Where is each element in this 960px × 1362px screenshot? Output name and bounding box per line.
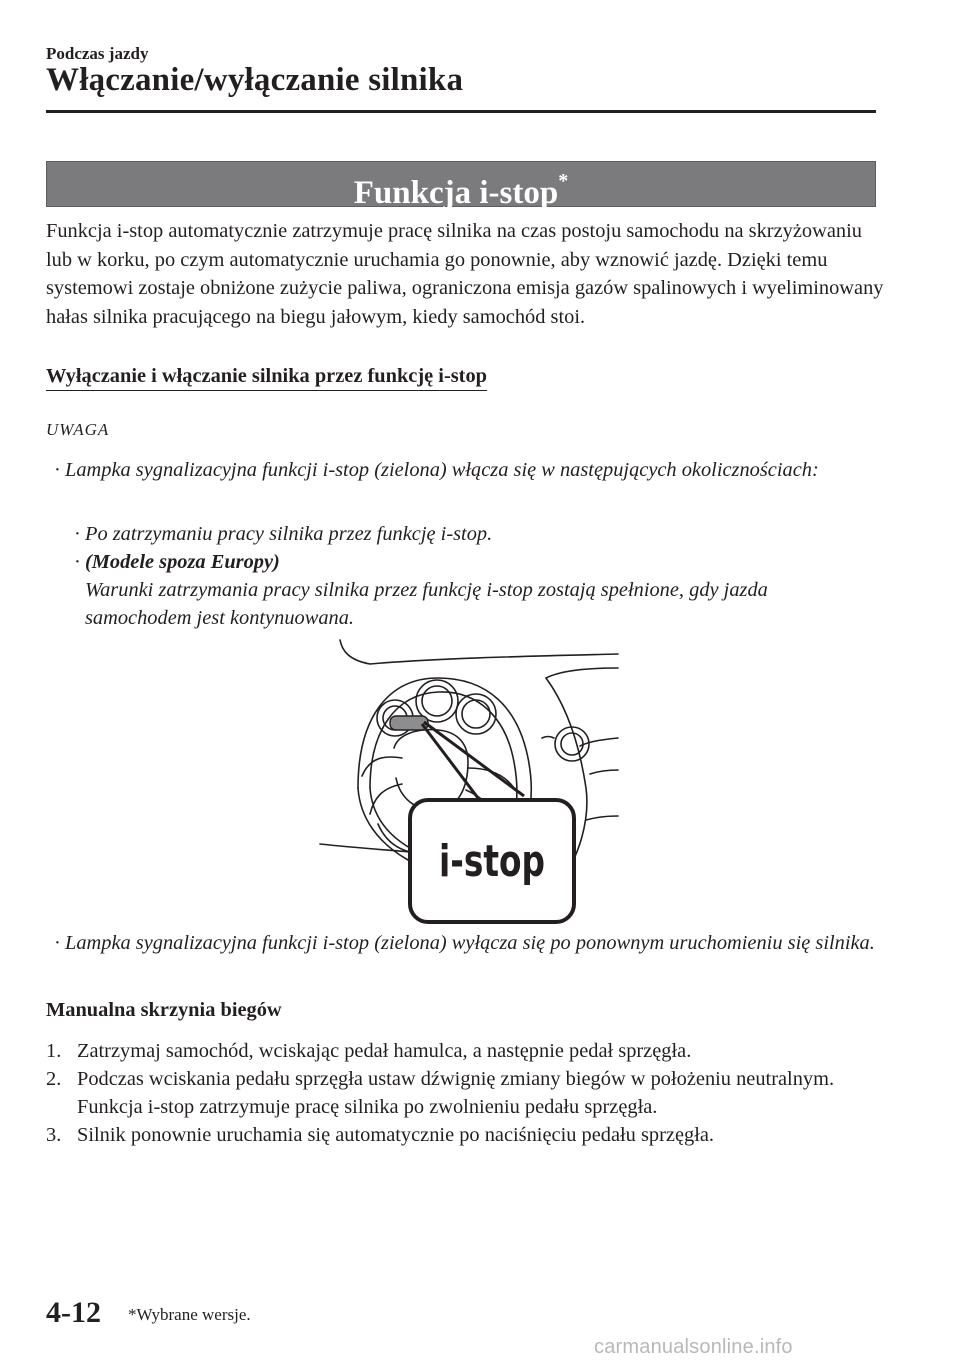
optional-asterisk: *	[558, 170, 569, 192]
note-bullet-text: Lampka sygnalizacyjna funkcji i-stop (zielona) wyłącza się po ponownym uruchomieniu się silnika.	[65, 932, 875, 954]
step-number: 3.	[46, 1124, 62, 1146]
step-text: Podczas wciskania pedału sprzęgła ustaw dźwignię zmiany biegów w położeniu neutralnym. Funkcja i-stop zatrzymuje pracę silnika po zwolnieniu pedału sprzęgła.	[77, 1068, 835, 1118]
bullet-dot: ·	[74, 551, 81, 573]
step-text: Zatrzymaj samochód, wciskając pedał hamulca, a następnie pedał sprzęgła.	[77, 1040, 692, 1062]
bullet-dot: ·	[54, 932, 61, 954]
step-number: 1.	[46, 1040, 62, 1062]
header-rule	[46, 110, 876, 113]
manual-transmission-heading: Manualna skrzynia biegów	[46, 999, 282, 1021]
banner-title: Funkcja i-stop	[353, 175, 559, 211]
step-item	[46, 1037, 886, 1065]
subheading: Wyłączanie i włączanie silnika przez funkcję i-stop	[46, 364, 487, 391]
note-bullet	[54, 929, 875, 957]
intro-paragraph: Funkcja i-stop automatycznie zatrzymuje pracę silnika na czas postoju samochodu na skrzyżowaniu lub w korku, po czym automatycznie uruchamia go ponownie, aby wznowić jazdę. Dzięki temu systemowi zostaje obniżone zużycie paliwa, ograniczona emisja gazów spalinowych i wyeliminowany hałas silnika pracującego na biegu jałowym, kiedy samochód stoi.	[46, 220, 884, 328]
note-sub-bullet-heading: (Modele spoza Europy)	[85, 551, 280, 573]
watermark: carmanualsonline.info	[594, 1336, 793, 1358]
step-number: 2.	[46, 1068, 62, 1090]
note-label: UWAGA	[46, 420, 110, 439]
bullet-dot: ·	[74, 523, 81, 545]
section-banner	[46, 161, 876, 211]
step-item	[46, 1121, 886, 1149]
step-item	[46, 1065, 886, 1121]
note-sub-bullet	[74, 520, 875, 548]
step-text: Silnik ponownie uruchamia się automatycznie po naciśnięciu pedału sprzęgła.	[77, 1124, 715, 1146]
note-bullet	[54, 456, 865, 484]
bullet-dot: ·	[54, 459, 61, 481]
istop-indicator-label: i-stop	[438, 836, 546, 888]
note-bullet-text: Lampka sygnalizacyjna funkcji i-stop (zielona) włącza się w następujących okolicznościach:	[65, 459, 819, 481]
chapter-title: Włączanie/wyłączanie silnika	[46, 62, 464, 98]
footnote: *Wybrane wersje.	[128, 1305, 251, 1324]
note-sub-bullet-text: Po zatrzymaniu pracy silnika przez funkcję i-stop.	[85, 523, 493, 545]
page-number: 4-12	[46, 1296, 101, 1329]
note-sub-bullet	[74, 548, 875, 632]
dashboard-illustration	[318, 638, 628, 928]
steps-list	[46, 1037, 886, 1149]
note-sub-bullet-text: Warunki zatrzymania pracy silnika przez funkcję i-stop zostają spełnione, gdy jazda samochodem jest kontynuowana.	[85, 579, 768, 629]
section-label: Podczas jazdy	[46, 44, 149, 63]
